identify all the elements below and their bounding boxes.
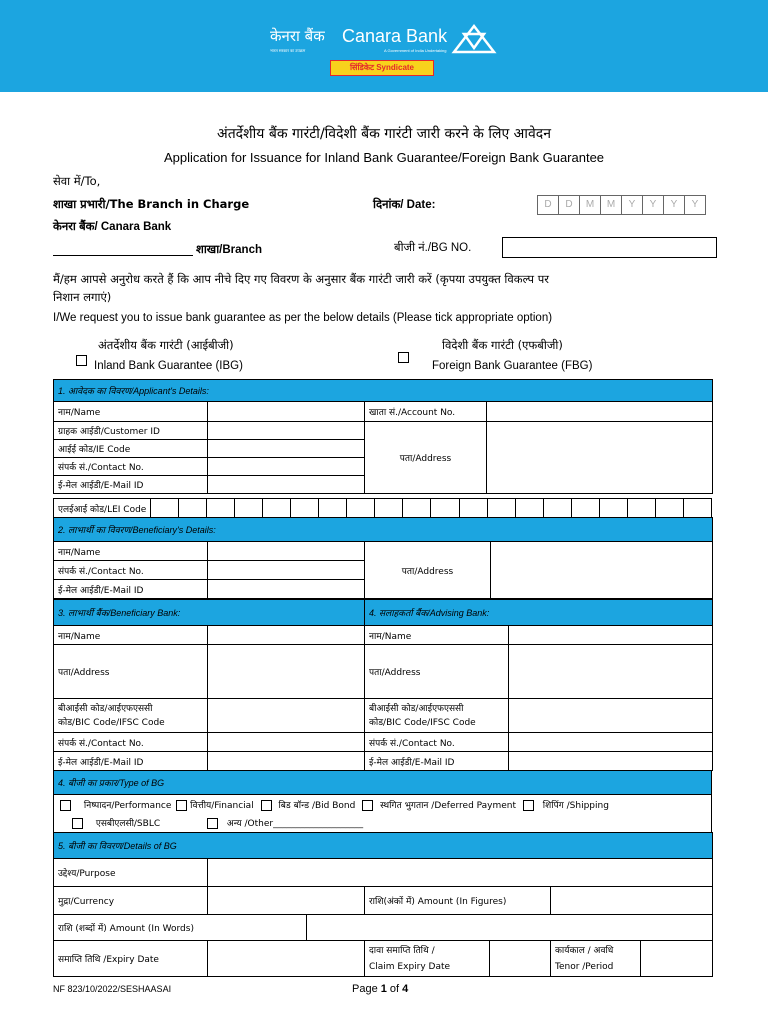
ie-code-input[interactable] (208, 440, 365, 458)
lei-box[interactable] (459, 499, 487, 518)
bg-type-options (54, 795, 712, 836)
deferred-payment-checkbox[interactable] (362, 800, 373, 811)
applicant-contact-label: संपर्क सं./Contact No. (54, 458, 208, 476)
page-indicator: Page 1 of 4 (352, 983, 409, 995)
account-no-input[interactable] (487, 402, 713, 422)
shipping-label: शिपिंग /Shipping (542, 801, 609, 811)
sblc-label: एसबीएलसी/SBLC (95, 819, 161, 829)
applicant-email-input[interactable] (208, 476, 365, 494)
bg-no-input[interactable] (502, 237, 717, 258)
beneficiary-contact-input[interactable] (208, 561, 365, 580)
beneficiary-section-header: 2. लाभार्थी का विवरण/Beneficiary's Details: (54, 518, 713, 542)
applicant-address-input[interactable] (487, 422, 713, 494)
request-hindi-line2: निशान लगाएं) (53, 290, 112, 304)
lei-box[interactable] (263, 499, 291, 518)
adv-bank-name-label: नाम/Name (365, 626, 509, 645)
request-hindi-line1: मैं/हम आपसे अनुरोध करते हैं कि आप नीचे दिए गए विवरण के अनुसार बैंक गारंटी जारी करें (कृपया उपयुक्त विकल्प पर (53, 272, 549, 286)
lei-box[interactable] (347, 499, 375, 518)
ben-bank-contact-label: संपर्क सं./Contact No. (54, 733, 208, 752)
adv-bank-address-input[interactable] (509, 645, 713, 699)
adv-bank-contact-label: संपर्क सं./Contact No. (365, 733, 509, 752)
canara-logo-icon (450, 22, 498, 56)
date-label: दिनांक/ Date: (373, 199, 436, 211)
lei-box[interactable] (515, 499, 543, 518)
amount-words-input[interactable] (307, 915, 713, 941)
beneficiary-name-input[interactable] (208, 542, 365, 561)
beneficiary-address-label: पता/Address (365, 542, 491, 599)
lei-box[interactable] (179, 499, 207, 518)
date-box[interactable]: Y (663, 195, 685, 215)
ben-bank-name-label: नाम/Name (54, 626, 208, 645)
ben-bank-bic-input[interactable] (208, 699, 365, 733)
financial-checkbox[interactable] (176, 800, 187, 811)
ben-bank-email-input[interactable] (208, 752, 365, 771)
date-box[interactable]: M (600, 195, 622, 215)
date-input-boxes[interactable] (537, 195, 705, 215)
bg-type-section-header: 4. बीजी का प्रकार/Type of BG (54, 771, 712, 795)
title-hindi: अंतर्देशीय बैंक गारंटी/विदेशी बैंक गारंटी जारी करने के लिए आवेदन (217, 126, 551, 142)
lei-box[interactable] (319, 499, 347, 518)
beneficiary-email-label: ई-मेल आईडी/E-Mail ID (54, 580, 208, 599)
applicant-address-label: पता/Address (365, 422, 487, 494)
lei-box[interactable] (627, 499, 655, 518)
lei-box[interactable] (431, 499, 459, 518)
lei-box[interactable] (291, 499, 319, 518)
branch-input-line[interactable] (53, 255, 193, 256)
beneficiary-name-label: नाम/Name (54, 542, 208, 561)
logo-tagline-hindi: भारत सरकार का उपक्रम (270, 48, 306, 53)
advising-bank-header: 4. सलाहकर्ता बैंक/Advising Bank: (365, 600, 713, 626)
other-label: अन्य /Other____________________ (226, 819, 364, 829)
applicant-name-label: नाम/Name (54, 402, 208, 422)
adv-bank-bic-label: बीआईसी कोड/आईएफएससी कोड/BIC Code/IFSC Code (365, 699, 509, 733)
fbg-english: Foreign Bank Guarantee (FBG) (432, 360, 593, 372)
applicant-table (53, 379, 713, 494)
bg-details-section-header: 5. बीजी का विवरण/Details of BG (54, 833, 713, 859)
customer-id-label: ग्राहक आईडी/Customer ID (54, 422, 208, 440)
logo-tagline-english: A Government of India Undertaking (384, 48, 447, 53)
financial-label: वित्तीय/Financial (190, 801, 254, 811)
lei-box[interactable] (151, 499, 179, 518)
adv-bank-email-input[interactable] (509, 752, 713, 771)
beneficiary-contact-label: संपर्क सं./Contact No. (54, 561, 208, 580)
applicant-contact-input[interactable] (208, 458, 365, 476)
ibg-hindi: अंतर्देशीय बैंक गारंटी (आईबीजी) (98, 338, 234, 352)
lei-box[interactable] (571, 499, 599, 518)
ben-bank-email-label: ई-मेल आईडी/E-Mail ID (54, 752, 208, 771)
bank-name: केनरा बैंक/ Canara Bank (53, 221, 172, 233)
bg-type-table (53, 770, 712, 836)
adv-bank-contact-input[interactable] (509, 733, 713, 752)
fbg-checkbox[interactable] (398, 352, 409, 363)
purpose-label: उद्देश्य/Purpose (54, 859, 208, 887)
syndicate-logo: सिंडिकेट Syndicate (330, 60, 434, 76)
ben-bank-contact-input[interactable] (208, 733, 365, 752)
amount-figures-input[interactable] (551, 887, 713, 915)
request-english: I/We request you to issue bank guarantee as per the below details (Please tick appropriate option) (53, 312, 553, 324)
applicant-section-header: 1. आवेदक का विवरण/Applicant's Details: (54, 380, 713, 402)
other-checkbox[interactable] (207, 818, 218, 829)
purpose-input[interactable] (208, 859, 713, 887)
sblc-checkbox[interactable] (72, 818, 83, 829)
banks-table (53, 599, 713, 771)
date-box[interactable]: M (579, 195, 601, 215)
branch-in-charge: शाखा प्रभारी/The Branch in Charge (53, 197, 250, 211)
currency-input[interactable] (208, 887, 365, 915)
header-banner (0, 0, 768, 92)
ibg-english: Inland Bank Guarantee (IBG) (94, 360, 243, 372)
lei-code-row (53, 498, 712, 518)
lei-box[interactable] (403, 499, 431, 518)
title-english: Application for Issuance for Inland Bank Guarantee/Foreign Bank Guarantee (163, 150, 605, 165)
date-box[interactable]: Y (642, 195, 664, 215)
lei-box[interactable] (207, 499, 235, 518)
shipping-checkbox[interactable] (523, 800, 534, 811)
claim-expiry-label: दावा समाप्ति तिथि / Claim Expiry Date (365, 941, 490, 977)
logo-hindi: केनरा बैंक (270, 27, 325, 45)
ibg-checkbox[interactable] (76, 355, 87, 366)
ie-code-label: आईई कोड/IE Code (54, 440, 208, 458)
adv-bank-name-input[interactable] (509, 626, 713, 645)
adv-bank-address-label: पता/Address (365, 645, 509, 699)
applicant-name-input[interactable] (208, 402, 365, 422)
beneficiary-bank-header: 3. लाभार्थी बैंक/Beneficiary Bank: (54, 600, 365, 626)
account-no-label: खाता सं./Account No. (365, 402, 487, 422)
lei-box[interactable] (655, 499, 683, 518)
branch-label: शाखा/Branch (196, 244, 262, 256)
ben-bank-bic-label: बीआईसी कोड/आईएफएससी कोड/BIC Code/IFSC Code (54, 699, 208, 733)
bid-bond-label: बिड बॉन्ड /Bid Bond (278, 801, 356, 811)
date-box[interactable]: D (537, 195, 559, 215)
deferred-payment-label: स्थगित भुगतान /Deferred Payment (380, 801, 517, 811)
beneficiary-email-input[interactable] (208, 580, 365, 599)
expiry-date-label: समाप्ति तिथि /Expiry Date (54, 941, 208, 977)
lei-code-label: एलईआई कोड/LEI Code (54, 499, 151, 518)
to-label: सेवा में/To, (53, 174, 101, 188)
amount-figures-label: राशि(अंकों में) Amount (In Figures) (365, 887, 551, 915)
adv-bank-bic-input[interactable] (509, 699, 713, 733)
lei-box[interactable] (599, 499, 627, 518)
currency-label: मुद्रा/Currency (54, 887, 208, 915)
tenor-input[interactable] (641, 941, 713, 977)
date-box[interactable]: Y (684, 195, 706, 215)
date-box[interactable]: D (558, 195, 580, 215)
lei-box[interactable] (543, 499, 571, 518)
performance-label: निष्पादन/Performance (83, 801, 172, 811)
performance-checkbox[interactable] (60, 800, 71, 811)
bg-no-label: बीजी नं./BG NO. (394, 242, 472, 254)
adv-bank-email-label: ई-मेल आईडी/E-Mail ID (365, 752, 509, 771)
tenor-label: कार्यकाल / अवधि Tenor /Period (551, 941, 641, 977)
bid-bond-checkbox[interactable] (261, 800, 272, 811)
logo-english: Canara Bank (342, 26, 448, 46)
lei-box[interactable] (375, 499, 403, 518)
lei-box[interactable] (487, 499, 515, 518)
amount-words-label: राशि (शब्दों में) Amount (In Words) (54, 915, 307, 941)
beneficiary-table (53, 517, 713, 599)
form-number: NF 823/10/2022/SESHAASAI (53, 984, 172, 994)
ben-bank-name-input[interactable] (208, 626, 365, 645)
beneficiary-address-input[interactable] (491, 542, 713, 599)
expiry-date-input[interactable] (208, 941, 365, 977)
fbg-hindi: विदेशी बैंक गारंटी (एफबीजी) (442, 338, 563, 352)
applicant-email-label: ई-मेल आईडी/E-Mail ID (54, 476, 208, 494)
date-box[interactable]: Y (621, 195, 643, 215)
lei-box[interactable] (235, 499, 263, 518)
lei-box[interactable] (683, 499, 711, 518)
bg-details-table (53, 832, 713, 977)
ben-bank-address-input[interactable] (208, 645, 365, 699)
ben-bank-address-label: पता/Address (54, 645, 208, 699)
customer-id-input[interactable] (208, 422, 365, 440)
claim-expiry-input[interactable] (490, 941, 551, 977)
